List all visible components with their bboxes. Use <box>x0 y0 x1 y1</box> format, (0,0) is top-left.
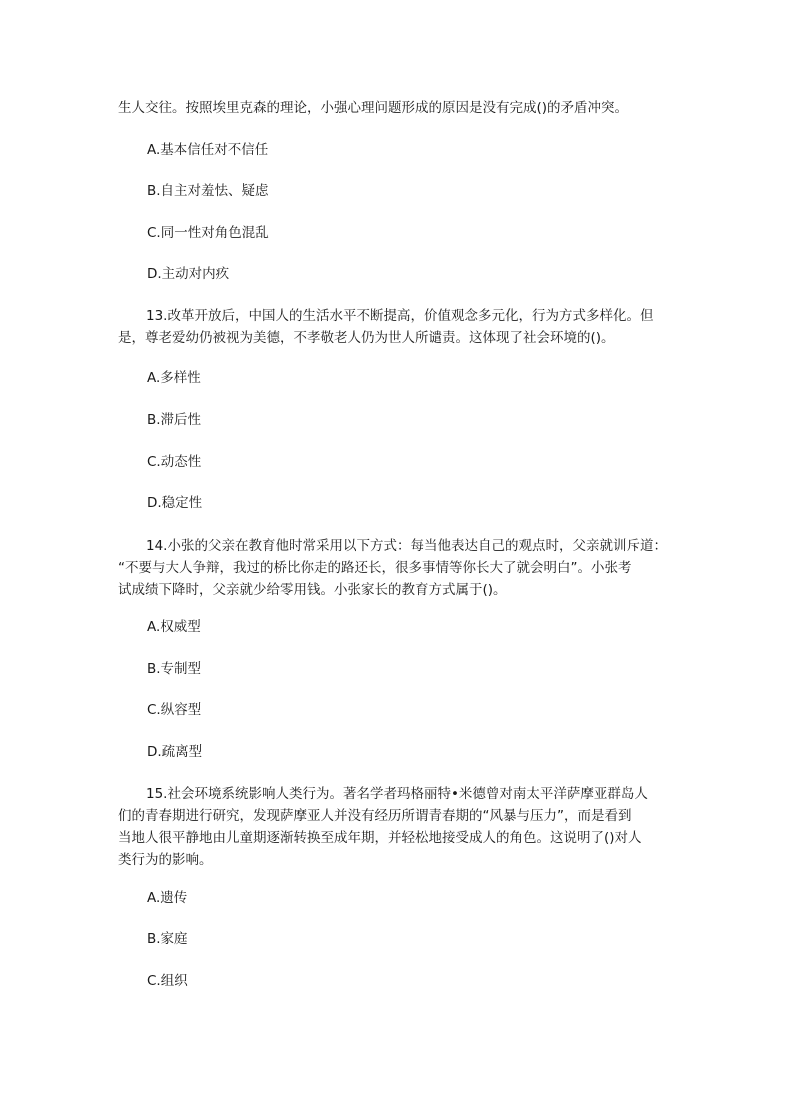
question-15-line-3: 当地人很平静地由儿童期逐渐转换至成年期，并轻松地接受成人的角色。这说明了()对人 <box>118 830 642 846</box>
question-15-option-a: A.遗传 <box>147 890 188 906</box>
question-13-option-d: D.稳定性 <box>147 495 203 511</box>
question-12-line: 生人交往。按照埃里克森的理论，小强心理问题形成的原因是没有完成()的矛盾冲突。 <box>118 100 629 116</box>
question-15-line-1: 15.社会环境系统影响人类行为。著名学者玛格丽特•米德曾对南太平洋萨摩亚群岛人 <box>146 786 648 802</box>
question-12-option-b: B.自主对羞怯、疑虑 <box>147 183 269 199</box>
question-13-option-b: B.滞后性 <box>147 412 202 428</box>
question-12-option-d: D.主动对内疚 <box>147 266 230 282</box>
question-15-option-b: B.家庭 <box>147 931 188 947</box>
question-13-option-a: A.多样性 <box>147 370 201 386</box>
question-12-option-c: C.同一性对角色混乱 <box>147 225 269 241</box>
question-13-line-1: 13.改革开放后，中国人的生活水平不断提高，价值观念多元化，行为方式多样化。但 <box>146 308 654 324</box>
question-15-stem <box>118 783 678 871</box>
question-15-option-c: C.组织 <box>147 973 188 989</box>
question-12-option-a: A.基本信任对不信任 <box>147 142 269 158</box>
question-14-line-1: 14.小张的父亲在教育他时常采用以下方式：每当他表达自己的观点时，父亲就训斥道： <box>146 538 667 554</box>
question-13-option-c: C.动态性 <box>147 454 202 470</box>
question-14-line-3: 试成绩下降时，父亲就少给零用钱。小张家长的教育方式属于()。 <box>118 582 507 598</box>
question-14-option-a: A.权威型 <box>147 619 201 635</box>
question-14-stem <box>118 535 678 601</box>
question-15-line-2: 们的青春期进行研究，发现萨摩亚人并没有经历所谓青春期的“风暴与压力”，而是看到 <box>118 808 632 824</box>
question-12-stem-tail <box>118 97 678 119</box>
question-14-option-d: D.疏离型 <box>147 744 203 760</box>
question-14-option-c: C.纵容型 <box>147 702 202 718</box>
question-13-line-2: 是，尊老爱幼仍被视为美德，不孝敬老人仍为世人所谴责。这体现了社会环境的()。 <box>118 330 615 346</box>
question-14-line-2: “不要与大人争辩，我过的桥比你走的路还长，很多事情等你长大了就会明白”。小张考 <box>118 560 632 576</box>
question-14-option-b: B.专制型 <box>147 661 202 677</box>
question-15-line-4: 类行为的影响。 <box>118 852 213 868</box>
question-13-stem <box>118 305 678 349</box>
